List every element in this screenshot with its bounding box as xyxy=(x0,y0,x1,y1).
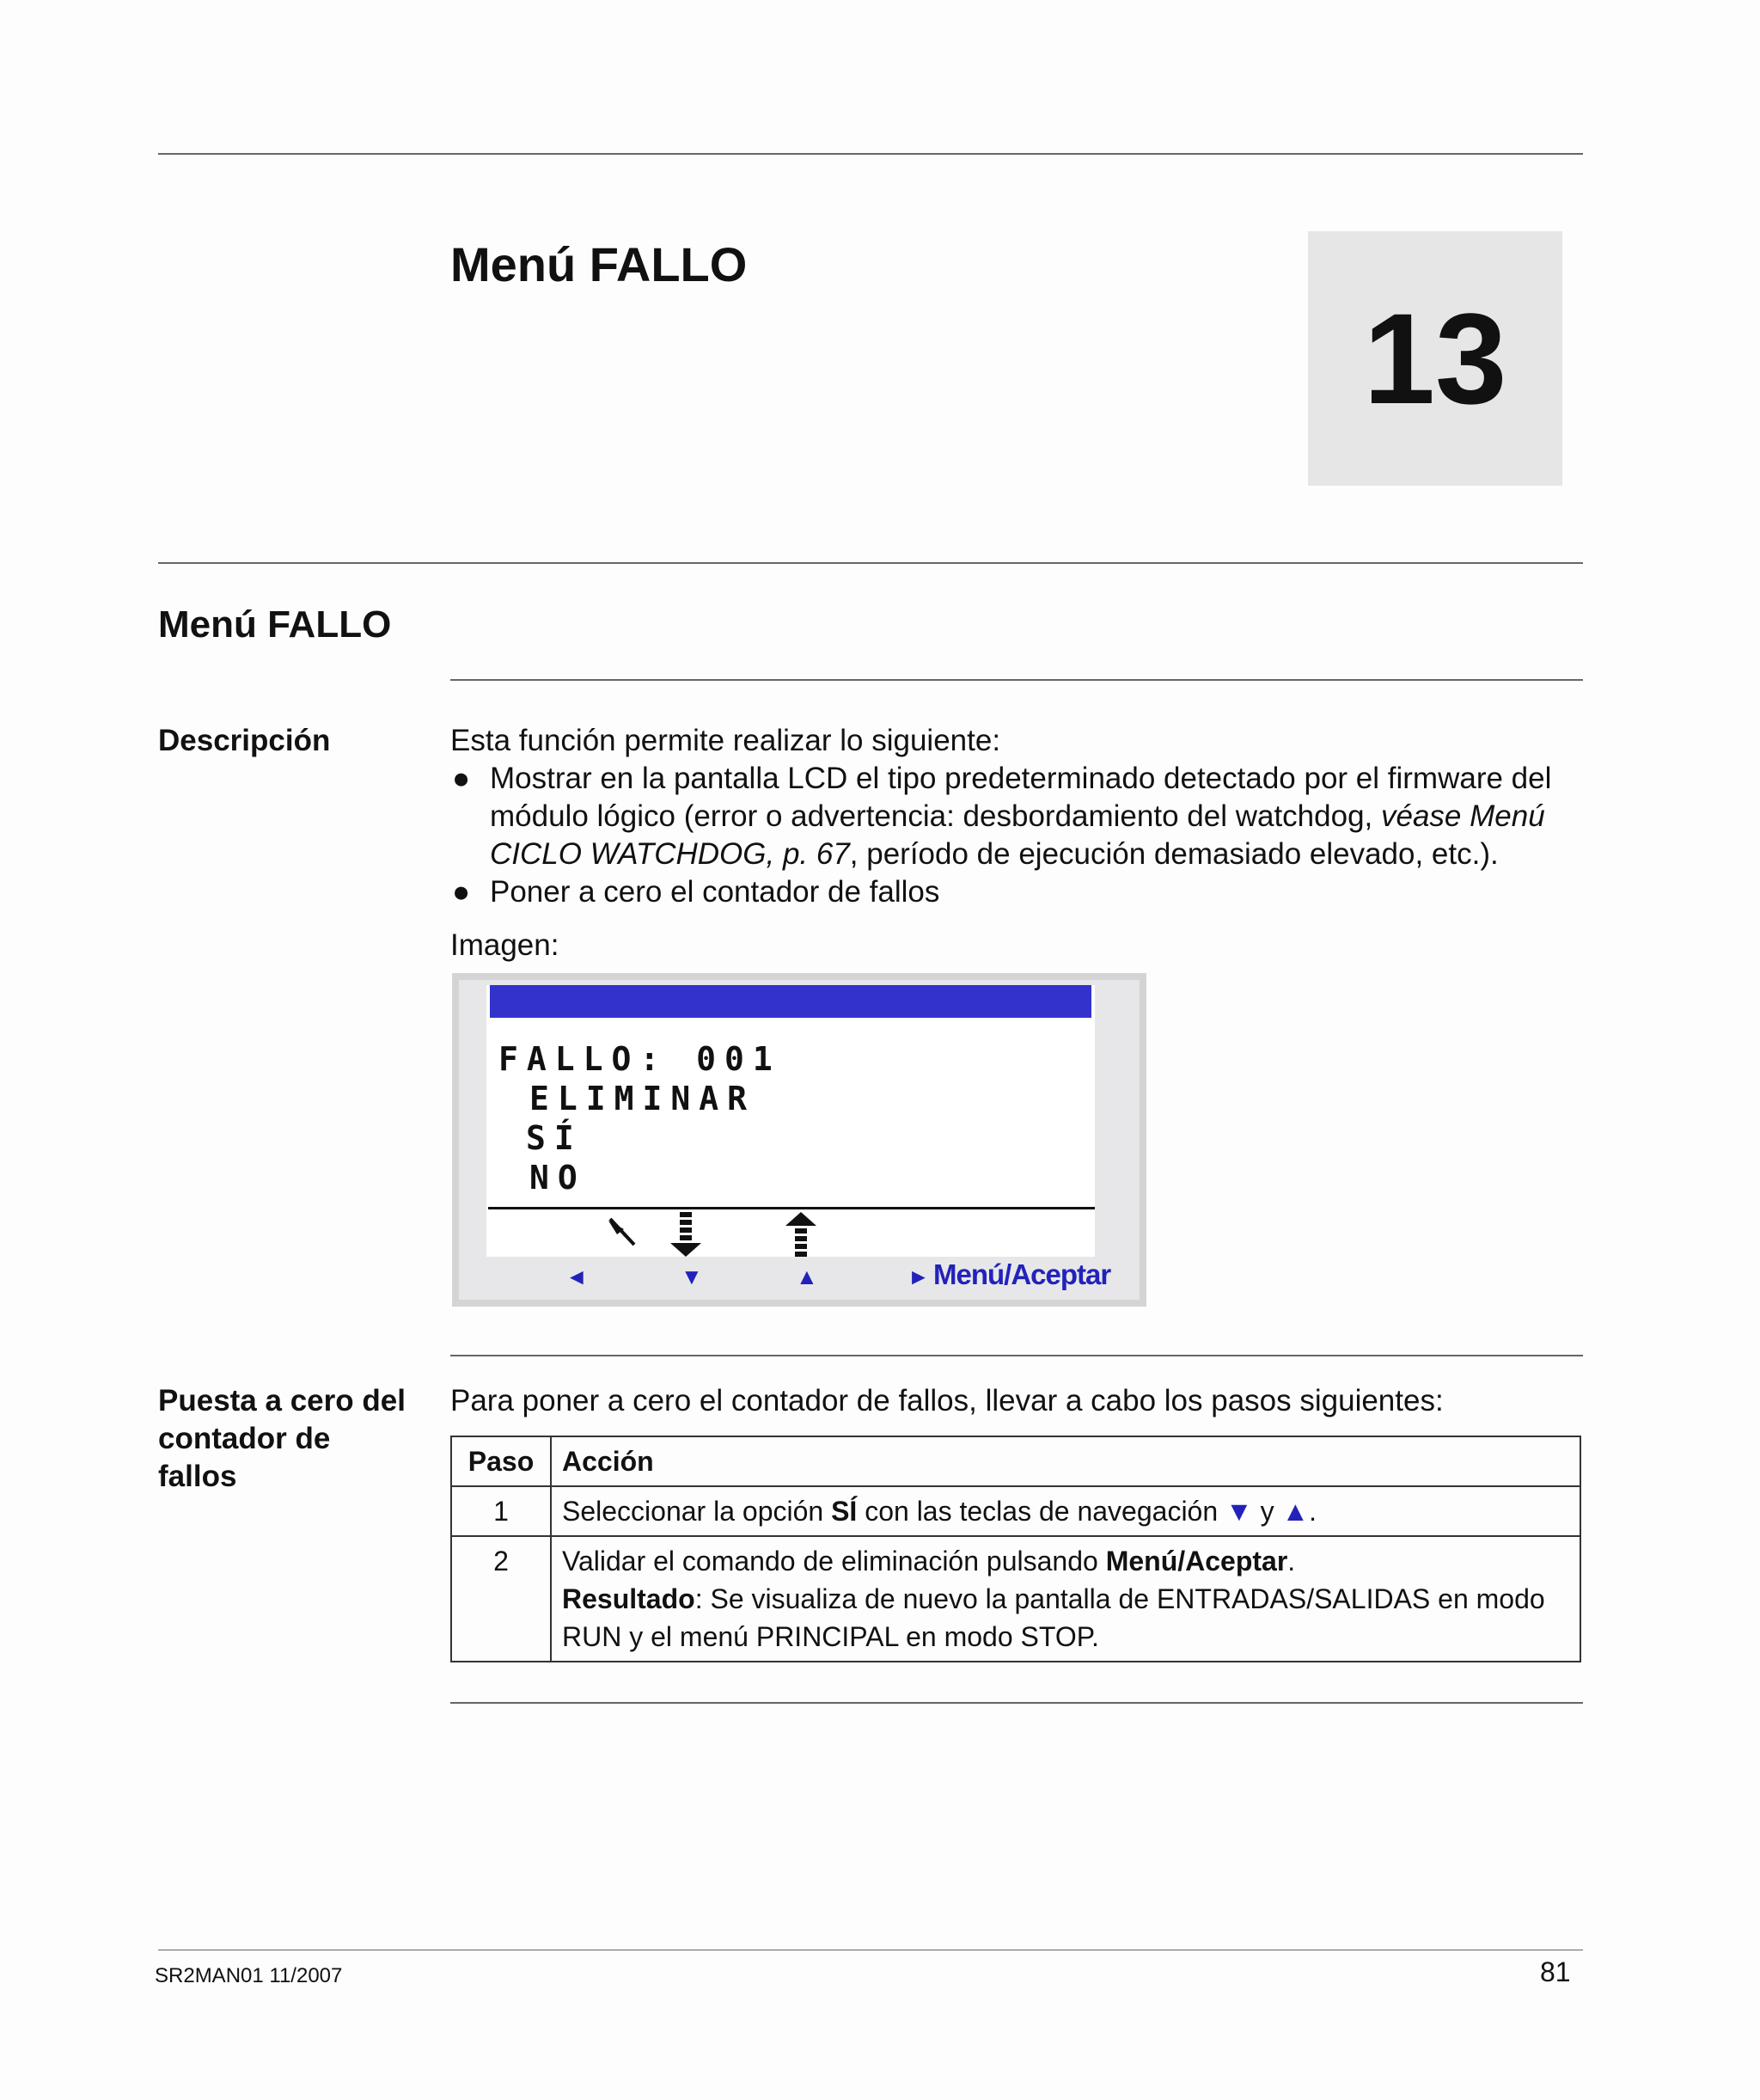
page-number: 81 xyxy=(1540,1956,1571,1987)
section-rule xyxy=(158,562,1583,564)
nav-right-key-icon: ► xyxy=(908,1264,930,1289)
chapter-number: 13 xyxy=(1363,285,1507,431)
step-text: Seleccionar la opción xyxy=(562,1496,832,1527)
list-item xyxy=(450,760,1585,873)
nav-up-key-icon: ▲ xyxy=(796,1264,818,1289)
step-text: y xyxy=(1252,1496,1282,1527)
list-item xyxy=(450,873,1585,911)
step-result xyxy=(562,1580,1569,1656)
scroll-up-icon xyxy=(785,1212,816,1257)
reset-intro: Para poner a cero el contador de fallos, llevar a cabo los pasos siguientes: xyxy=(450,1384,1444,1417)
step-action xyxy=(551,1486,1580,1536)
bullet1-crossref: véase Menú CICLO WATCHDOG, p. 67 xyxy=(490,799,1545,871)
lcd-screen xyxy=(486,985,1095,1257)
lcd-display-figure xyxy=(452,973,1146,1307)
step-text: . xyxy=(1309,1496,1317,1527)
reset-label-line: Puesta a cero del xyxy=(158,1384,406,1417)
menu-accept-key-label: Menú/Aceptar xyxy=(933,1258,1111,1290)
reset-label-line: contador de xyxy=(158,1422,331,1455)
chapter-number-box xyxy=(1308,231,1562,486)
result-label: Resultado xyxy=(562,1583,695,1614)
step-text: Validar el comando de eliminación pulsando xyxy=(562,1546,1106,1577)
end-rule xyxy=(450,1702,1583,1704)
description-rule xyxy=(450,679,1583,681)
doc-reference: SR2MAN01 11/2007 xyxy=(155,1964,343,1987)
bullet-icon: ● xyxy=(452,762,471,795)
header-step: Paso xyxy=(451,1436,551,1486)
table-row xyxy=(451,1486,1580,1536)
lcd-line-fault: FALLO: 001 xyxy=(498,1040,781,1078)
lcd-line-delete: ELIMINAR xyxy=(529,1080,756,1117)
bullet1-text: Mostrar en la pantalla LCD el tipo predeterminado detectado por el firmware del módulo lógico (error o advertencia: desbordamiento del watchdog, xyxy=(490,762,1552,833)
lcd-separator xyxy=(488,1207,1095,1209)
table-row xyxy=(451,1536,1580,1662)
reset-label-line: fallos xyxy=(158,1460,237,1493)
lcd-bezel xyxy=(459,980,1140,1300)
table-header-row xyxy=(451,1436,1580,1486)
bullet1-tail: , período de ejecución demasiado elevado, etc.). xyxy=(849,837,1499,871)
lcd-title-bar xyxy=(490,985,1091,1018)
bullet-icon: ● xyxy=(452,875,471,909)
nav-left-key-icon: ◄ xyxy=(565,1264,588,1289)
description-intro: Esta función permite realizar lo siguiente: xyxy=(450,724,1001,757)
step-text: con las teclas de navegación xyxy=(857,1496,1226,1527)
section-title: Menú FALLO xyxy=(158,603,392,646)
header-action: Acción xyxy=(551,1436,1580,1486)
reset-rule xyxy=(450,1355,1583,1356)
option-yes: SÍ xyxy=(831,1496,858,1527)
bullet2-text: Poner a cero el contador de fallos xyxy=(490,875,940,909)
nav-down-key-icon: ▼ xyxy=(681,1264,703,1289)
step-text: . xyxy=(1287,1546,1296,1577)
description-label: Descripción xyxy=(158,724,331,757)
image-label: Imagen: xyxy=(450,928,559,962)
lcd-line-yes: SÍ xyxy=(526,1119,583,1157)
down-key-icon: ▼ xyxy=(1225,1496,1253,1527)
description-list xyxy=(450,760,1585,911)
reset-label xyxy=(158,1382,406,1496)
up-key-icon: ▲ xyxy=(1281,1496,1310,1527)
step-line xyxy=(562,1542,1569,1580)
scroll-down-icon xyxy=(670,1212,701,1257)
step-number: 2 xyxy=(451,1536,551,1662)
top-rule xyxy=(158,153,1583,155)
step-action xyxy=(551,1536,1580,1662)
result-text: : Se visualiza de nuevo la pantalla de ENTRADAS/SALIDAS en modo RUN y el menú PRINCIPAL en modo STOP. xyxy=(562,1583,1545,1652)
step-number: 1 xyxy=(451,1486,551,1536)
toggle-arrows-icon xyxy=(605,1215,641,1253)
menu-accept-label: Menú/Aceptar xyxy=(1105,1546,1288,1577)
lcd-line-no: NO xyxy=(529,1159,586,1197)
steps-table xyxy=(450,1436,1581,1662)
chapter-title: Menú FALLO xyxy=(450,237,748,291)
